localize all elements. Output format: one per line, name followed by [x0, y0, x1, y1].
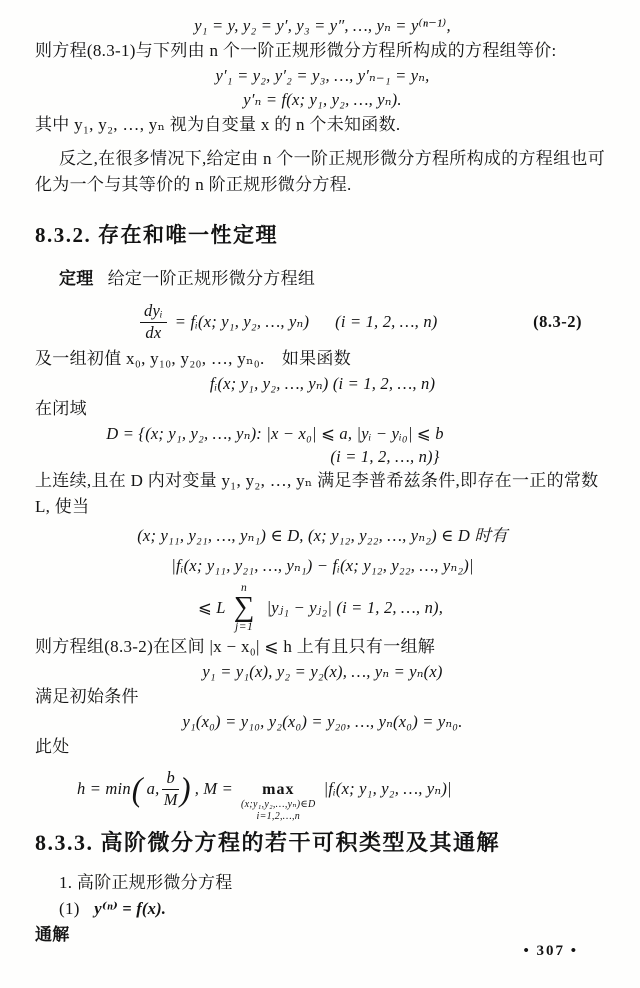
sigma-symbol: ∑ — [233, 591, 255, 624]
formula-system-line2: y′ₙ = f(x; y₁, y₂, …, yₙ). — [243, 90, 402, 109]
min-arg-a: a, — [146, 779, 160, 798]
formula-lipschitz-sum — [35, 582, 610, 634]
item-1-1-prefix: (1) — [59, 899, 80, 918]
eq-rhs: = fᵢ(x; y₁, y₂, …, yₙ) — [174, 312, 310, 331]
fraction-numerator: b — [162, 769, 178, 790]
h-min-lhs: h = min — [77, 779, 131, 798]
para-closed-domain: 在闭域 — [35, 399, 87, 418]
formula-fi-functions: fᵢ(x; y₁, y₂, …, yₙ) (i = 1, 2, …, n) — [209, 374, 436, 393]
sum-prefix: ⩽ L — [197, 598, 226, 617]
para-converse-line1: 反之,在很多情况下,给定由 n 个一阶正规形微分方程所构成的方程组也可 — [59, 149, 605, 168]
fraction-denominator: dx — [145, 322, 162, 342]
para-unique-solution: 则方程组(8.3-2)在区间 |x − x₀| ⩽ h 上有且只有一组解 — [35, 637, 436, 656]
formula-system-line1: y′₁ = y₂, y′₂ = y₃, …, y′ₙ₋₁ = yₙ, — [215, 66, 430, 85]
theorem-intro: 给定一阶正规形微分方程组 — [107, 269, 316, 288]
summation-operator — [234, 583, 255, 634]
para-lipschitz-line1: 上连续,且在 D 内对变量 y₁, y₂, …, yₙ 满足李普希兹条件,即存在一正的常数 — [35, 471, 599, 490]
para-theorem — [35, 266, 610, 292]
para-lipschitz-line2: L, 使当 — [35, 497, 90, 516]
max-subscript-index: i=1,2,…,n — [256, 811, 301, 822]
b-over-M-fraction — [162, 769, 178, 810]
fraction-numerator: dyᵢ — [140, 302, 167, 323]
formula-points-in-domain: (x; y₁₁, y₂₁, …, yₙ₁) ∈ D, (x; y₁₂, y₂₂, …, yₙ₂) ∈ D 时有 — [137, 526, 508, 545]
sum-lower-limit: j=1 — [235, 620, 254, 633]
para-unknown-functions: 其中 y₁, y₂, …, yₙ 视为自变量 x 的 n 个未知函数. — [35, 115, 401, 134]
para-item-1-1 — [35, 896, 610, 922]
max-subscript-domain: (x;y₁,y₂,…,yₙ)∈D — [241, 799, 316, 810]
equation-number-tag: (8.3-2) — [533, 312, 582, 331]
max-argument: |fᵢ(x; y₁, y₂, …, yₙ)| — [323, 779, 452, 798]
para-general-solution: 通解 — [35, 925, 70, 944]
formula-h-M-definition: h = min ( a, $\frac{b}{M}$ ) , M = max (x;y₁,y₂,…,yₙ)∈D i=1,2,…,n |fᵢ(x; y₁, y₂, …, yₙ)| — [77, 767, 452, 822]
formula-substitution: y₁ = y, y₂ = y′, y₃ = y″, …, yₙ = y⁽ⁿ⁻¹⁾, — [194, 16, 451, 35]
para-item-1: 1. 高阶正规形微分方程 — [59, 873, 233, 892]
fraction-denominator: M — [163, 789, 178, 809]
eq-index-condition: (i = 1, 2, …, n) — [335, 312, 438, 331]
theorem-label: 定理 — [59, 269, 94, 288]
derivative-fraction — [140, 302, 167, 343]
sum-suffix: |yⱼ₁ − yⱼ₂| (i = 1, 2, …, n), — [266, 598, 444, 617]
M-equals: , M = — [194, 779, 234, 798]
max-symbol: max — [262, 781, 295, 798]
para-equivalence-intro: 则方程(8.3-1)与下列由 n 个一阶正规形微分方程所构成的方程组等价: — [35, 41, 557, 60]
formula-eq-8-3-2 — [35, 298, 610, 346]
para-converse-line2: 化为一个与其等价的 n 阶正规形微分方程. — [35, 175, 352, 194]
para-initial-conditions-label: 满足初始条件 — [35, 687, 139, 706]
formula-domain-line2: (i = 1, 2, …, n)} — [330, 447, 440, 466]
formula-domain-line1: D = {(x; y₁, y₂, …, yₙ): |x − x₀| ⩽ a, |yᵢ − yᵢ₀| ⩽ b — [106, 424, 444, 443]
item-1-1-formula: y⁽ⁿ⁾ = f(x). — [94, 899, 167, 918]
para-initial-values: 及一组初值 x₀, y₁₀, y₂₀, …, yₙ₀. 如果函数 — [35, 349, 352, 368]
page-number: • 307 • — [523, 943, 578, 959]
section-heading-833: 8.3.3. 高阶微分方程的若干可积类型及其通解 — [35, 830, 501, 855]
max-operator — [241, 782, 316, 822]
para-here: 此处 — [35, 737, 70, 756]
formula-initial-conditions: y₁(x₀) = y₁₀, y₂(x₀) = y₂₀, …, yₙ(x₀) = yₙ₀. — [182, 712, 463, 731]
sum-upper-limit: n — [241, 581, 248, 594]
section-heading-832: 8.3.2. 存在和唯一性定理 — [35, 223, 278, 247]
formula-abs-difference: |fᵢ(x; y₁₁, y₂₁, …, yₙ₁) − fᵢ(x; y₁₂, y₂₂, …, yₙ₂)| — [171, 556, 474, 575]
formula-solutions: y₁ = y₁(x), y₂ = y₂(x), …, yₙ = yₙ(x) — [202, 662, 443, 681]
